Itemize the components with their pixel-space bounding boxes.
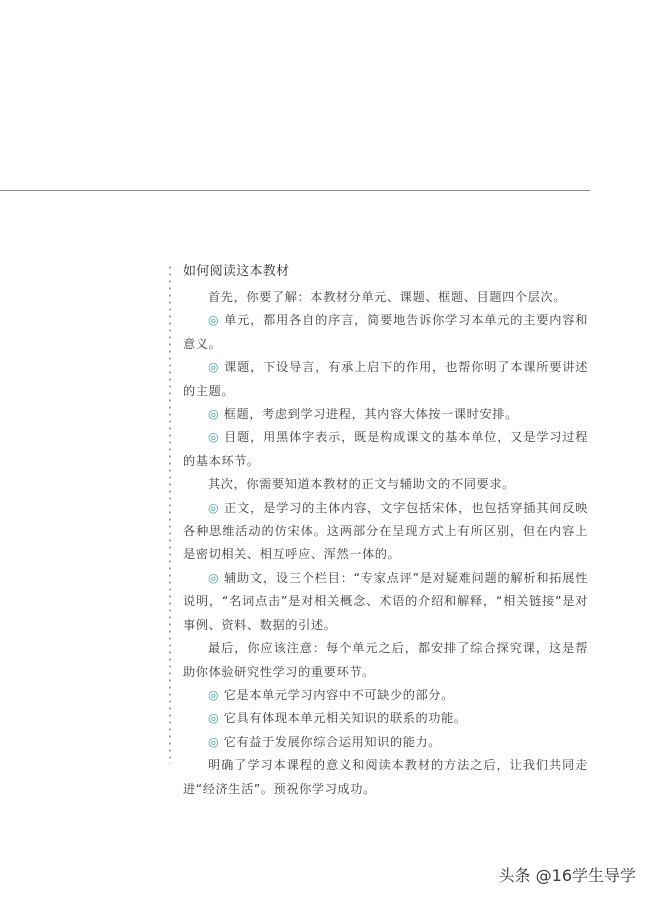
bullet-paragraph: ◎ 它有益于发展你综合运用知识的能力。 [208, 734, 442, 749]
bullet-circle-icon: ◎ [208, 360, 220, 375]
bullet-circle-icon: ◎ [208, 687, 220, 702]
bullet-circle-icon: ◎ [208, 570, 220, 585]
paragraph: 首先，你要了解：本教材分单元、课题、框题、目题四个层次。 [208, 290, 567, 304]
watermark-text: 头条 @16学生导学 [498, 866, 636, 885]
bullet-circle-icon: ◎ [208, 407, 220, 422]
bullet-circle-icon: ◎ [208, 430, 220, 445]
section-title: 如何阅读这本教材 [183, 264, 290, 279]
reading-guide-section [183, 262, 588, 801]
bullet-circle-icon: ◎ [208, 313, 220, 328]
bullet-circle-icon: ◎ [208, 734, 220, 749]
bullet-paragraph: ◎ 它是本单元学习内容中不可缺少的部分。 [208, 687, 454, 702]
bullet-paragraph: ◎ 框题，考虑到学习进程，其内容大体按一课时安排。 [208, 407, 518, 422]
bullet-paragraph: ◎ 正文，是学习的主体内容，文字包括宋体，也包括穿插其间反映各种思维活动的仿宋体。这两部分在呈现方式上有所区别，但在内容上是密切相关、相互呼应、浑然一体的。 [183, 500, 588, 562]
bullet-circle-icon: ◎ [208, 711, 220, 726]
bullet-paragraph: ◎ 辅助文，设三个栏目：“专家点评”是对疑难问题的解析和拓展性说明，“名词点击”是对相关概念、术语的介绍和解释，“相关链接”是对事例、资料、数据的引述。 [183, 570, 589, 632]
page-divider-line [0, 190, 590, 191]
dotted-margin-rule [168, 264, 172, 764]
paragraph: 最后，你应该注意：每个单元之后，都安排了综合探究课，这是帮助你体验研究性学习的重要环节。 [183, 641, 588, 679]
bullet-paragraph: ◎ 单元，都用各自的序言，简要地告诉你学习本单元的主要内容和意义。 [183, 313, 588, 351]
bullet-paragraph: ◎ 它具有体现本单元相关知识的联系的功能。 [208, 711, 467, 726]
bullet-paragraph: ◎ 课题，下设导言，有承上启下的作用，也帮你明了本课所要讲述的主题。 [183, 360, 588, 398]
paragraph: 其次，你需要知道本教材的正文与辅助文的不同要求。 [208, 477, 515, 492]
closing-paragraph: 明确了学习本课程的意义和阅读本教材的方法之后，让我们共同走进“经济生活”。预祝你学习成功。 [183, 758, 588, 796]
bullet-paragraph: ◎ 目题，用黑体字表示，既是构成课文的基本单位，又是学习过程的基本环节。 [183, 430, 588, 468]
bullet-circle-icon: ◎ [208, 500, 220, 515]
